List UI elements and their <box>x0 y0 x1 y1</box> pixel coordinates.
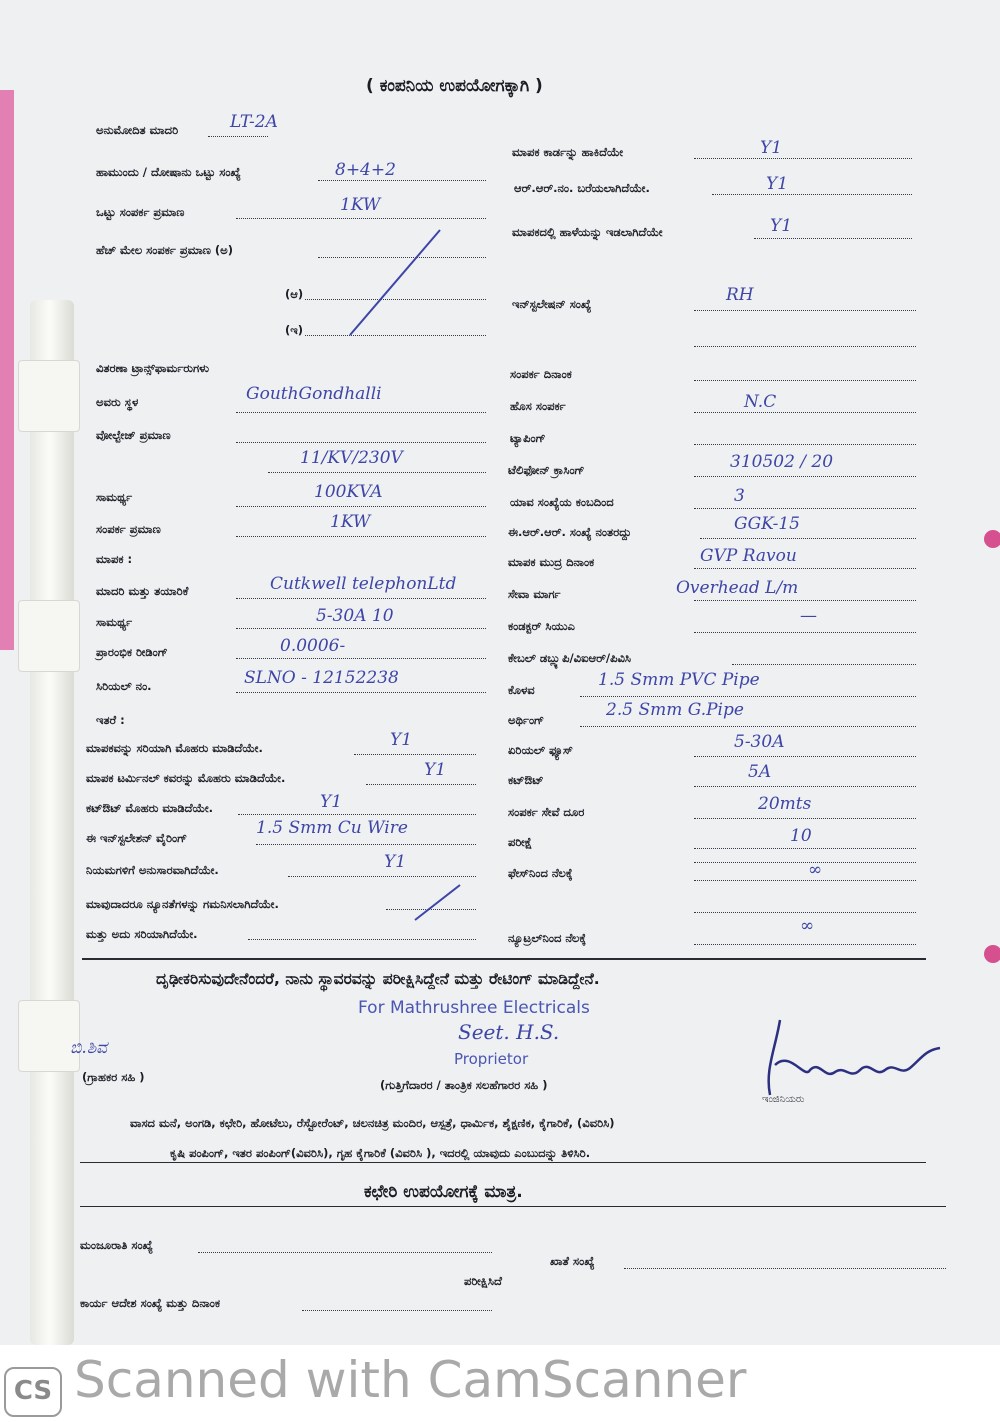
left-label: ಅವರು ಸ್ಥಳ <box>96 395 139 409</box>
right-label: ಕೇಬಲ್ ಡಬ್ಲ್ಯುಪಿ/ವಿಐಆರ್/ಪಿವಿಸಿ <box>508 651 632 665</box>
fill-line <box>624 1268 946 1269</box>
right-label: ಮಾಪಕದಲ್ಲಿ ಹಾಳೆಯನ್ನು ಇಡಲಾಗಿದೆಯೇ <box>512 225 663 239</box>
right-value: Overhead L/m <box>676 578 799 598</box>
left-label: ಮಾದರಿ ಮತ್ತು ತಯಾರಿಕೆ <box>96 584 189 598</box>
fill-line <box>694 508 916 509</box>
punch-hole-icon <box>984 530 1000 548</box>
fill-line <box>694 786 916 787</box>
fill-line <box>366 784 476 785</box>
fill-line <box>694 756 916 757</box>
fill-line <box>694 346 916 347</box>
contractor-signature-label: (ಗುತ್ತಿಗೆದಾರರ / ತಾಂತ್ರಿಕ ಸಲಹೆಗಾರರ ಸಹಿ ) <box>380 1078 548 1092</box>
fill-line <box>580 696 916 697</box>
left-value: 1KW <box>340 195 381 215</box>
left-label: ಮಾಪಕವನ್ನು ಸರಿಯಾಗಿ ಮೊಹರು ಮಾಡಿದೆಯೇ. <box>86 741 263 755</box>
office-field-label: ಮಂಜೂರಾತಿ ಸಂಖ್ಯೆ <box>80 1238 153 1252</box>
right-label: ಟೆಲಿಫೋನ್ ಕ್ರಾಸಿಂಗ್ <box>508 463 585 477</box>
left-label: (ಇ) <box>285 323 303 337</box>
fill-line <box>236 536 486 537</box>
fill-line <box>694 632 916 633</box>
left-label: ಮಾವುದಾದರೂ ನ್ಯೂನತೆಗಳನ್ನು ಗಮನಿಸಲಾಗಿದೆಯೇ. <box>86 897 279 911</box>
camscanner-watermark <box>0 1345 1000 1422</box>
fill-line <box>754 238 912 239</box>
office-use-heading: ಕಛೇರಿ ಉಪಯೋಗಕ್ಕೆ ಮಾತ್ರ. <box>364 1182 523 1202</box>
right-value: GGK-15 <box>734 514 800 534</box>
right-value: 3 <box>734 486 745 506</box>
fill-line <box>238 814 476 815</box>
left-value: 100KVA <box>314 482 383 502</box>
left-label: (ಆ) <box>285 287 304 301</box>
purpose-line: ವಾಸದ ಮನೆ, ಅಂಗಡಿ, ಕಛೇರಿ, ಹೋಟೆಲು, ರೆಸ್ಟೋರೆಂಟ್, ಚಲನಚಿತ್ರ ಮಂದಿರ, ಆಸ್ಪತ್ರೆ, ಧಾರ್ಮಿಕ, ಶೈಕ್ಷಣಿಕ, ಕೈಗಾರಿಕೆ, (ವಿವರಿಸಿ) <box>130 1116 615 1130</box>
left-value: 5-30A 10 <box>316 606 394 626</box>
right-label: ಹೊಸ ಸಂಪರ್ಕ <box>510 399 566 413</box>
punch-hole-icon <box>984 945 1000 963</box>
right-label: ಈ.ಆರ್.ಆರ್. ಸಂಖ್ಯೆ ನಂತರದ್ದು <box>508 525 632 539</box>
left-value: Y1 <box>390 730 413 750</box>
fill-line <box>694 818 916 819</box>
strike-through-mark <box>330 225 450 345</box>
right-value: 5A <box>748 762 772 782</box>
fill-line <box>268 472 486 473</box>
left-label: ಹೆಚ್ ಮೇಲ ಸಂಪರ್ಕ ಪ್ರಮಾಣ (ಅ) <box>96 243 234 257</box>
fill-line <box>236 598 486 599</box>
fill-line <box>208 136 268 137</box>
left-label: ಕಟ್‌ಔಟ್ ಮೊಹರು ಮಾಡಿದೆಯೇ. <box>86 801 214 815</box>
left-label: ವೋಲ್ಟೇಜ್ ಪ್ರಮಾಣ <box>96 428 171 442</box>
right-label: ಸೇವಾ ಮಾರ್ಗ <box>508 587 561 601</box>
fill-line <box>732 664 916 665</box>
left-value: 1KW <box>330 512 371 532</box>
declaration-text: ದೃಢೀಕರಿಸುವುದೇನೆಂದರೆ, ನಾನು ಸ್ಥಾವರವನ್ನು ಪರೀಕ್ಷಿಸಿದ್ದೇನೆ ಮತ್ತು ರೇಟಿಂಗ್ ಮಾಡಿದ್ದೇನೆ. <box>156 970 600 988</box>
customer-signature-label: (ಗ್ರಾಹಕರ ಸಹಿ ) <box>82 1070 145 1084</box>
right-label: ಕೊಳವ <box>508 683 535 697</box>
stamp-role: Proprietor <box>454 1050 529 1068</box>
fill-line <box>694 380 916 381</box>
file-binder-strip <box>30 300 74 1345</box>
right-label: ಮಾಪಕ ಮುದ್ರ ದಿನಾಂಕ <box>508 555 595 569</box>
fill-line <box>318 180 486 181</box>
left-label: ಮಾಪಕ ಟರ್ಮಿನಲ್ ಕವರನ್ನು ಮೊಹರು ಮಾಡಿದೆಯೇ. <box>86 771 286 785</box>
left-value: Y1 <box>424 760 447 780</box>
fill-line <box>236 506 486 507</box>
left-label: ಈ ಇನ್‌ಸ್ಟಲೇಶನ್ ವೈರಿಂಗ್ <box>86 831 188 845</box>
fill-line <box>302 1310 492 1311</box>
customer-signature: ಬಿ.ಶಿವ <box>70 1038 108 1058</box>
fill-line <box>256 844 476 845</box>
right-label: ಅರ್ಥಿಂಗ್ <box>508 713 545 727</box>
right-value: Y1 <box>766 174 789 194</box>
camscanner-logo-icon: CS <box>4 1367 62 1417</box>
left-label: ಮಾಪಕ : <box>96 552 133 566</box>
right-value: GVP Ravou <box>700 546 797 566</box>
right-label: ಕಂಡಕ್ಟರ್ ಸಿಯುಎ <box>508 619 575 633</box>
right-value: Y1 <box>760 138 783 158</box>
left-label: ಸಿರಿಯಲ್ ನಂ. <box>96 679 152 693</box>
watermark-text: Scanned with CamScanner <box>74 1351 747 1409</box>
right-value: — <box>800 606 817 626</box>
right-label: ಆರ್.ಆರ್.ನಂ. ಬರೆಯಲಾಗಿದೆಯೇ. <box>514 181 650 195</box>
left-label: ಅನುಮೋದಿತ ಮಾದರಿ <box>96 123 179 137</box>
fill-line <box>288 876 476 877</box>
strike-through-mark <box>400 880 470 930</box>
office-field-label: ಕಾರ್ಯ ಆದೇಶ ಸಂಖ್ಯೆ ಮತ್ತು ದಿನಾಂಕ <box>80 1296 221 1310</box>
left-label: ನಿಯಮಗಳಿಗೆ ಅನುಸಾರವಾಗಿದೆಯೇ. <box>86 863 219 877</box>
fill-line <box>700 538 916 539</box>
left-value: 1.5 Smm Cu Wire <box>256 818 408 838</box>
fill-line <box>236 218 486 219</box>
right-label: ಕಟ್‌ಔಟ್ <box>508 773 544 787</box>
right-label: ಸಂಪರ್ಕ ದಿನಾಂಕ <box>510 367 572 381</box>
fill-line <box>248 939 476 940</box>
right-label: ಫೇಸ್‌ನಿಂದ ನೆಲಕ್ಕೆ <box>508 866 573 880</box>
right-value: 5-30A <box>734 732 785 752</box>
left-value: SLNO - 12152238 <box>244 668 399 688</box>
right-label: ಯಾವ ಸಂಖ್ಯೆಯ ಕಂಬದಿಂದ <box>510 495 614 509</box>
fill-line <box>198 1252 492 1253</box>
right-label: ಏರಿಯಲ್ ಫ್ಯೂಸ್ <box>508 743 573 757</box>
fill-line <box>694 848 916 849</box>
stamp-signature: Seet. H.S. <box>458 1020 560 1044</box>
section-rule <box>80 1162 926 1163</box>
fill-line <box>354 754 476 755</box>
left-value: LT-2A <box>230 112 278 132</box>
right-value: ∞ <box>808 860 823 880</box>
right-label: ಪರೀಕ್ಷೆ <box>508 835 533 849</box>
left-label: ಸಾಮರ್ಥ್ಯ <box>96 615 133 629</box>
officer-signature-label: ಇಂಜಿನಿಯರು <box>762 1094 805 1105</box>
left-label: ಒಟ್ಟು ಸಂಪರ್ಕ ಪ್ರಮಾಣ <box>96 205 185 219</box>
purpose-line: ಕೃಷಿ ಪಂಪಿಂಗ್, ಇತರ ಪಂಪಿಂಗ್(ವಿವರಿಸಿ), ಗೃಹ ಕೈಗಾರಿಕೆ (ವಿವರಿಸಿ ), ಇದರಲ್ಲಿ ಯಾವುದು ಎಂಬುದನ್ನು ತಿಳಿಸಿರಿ. <box>170 1146 591 1160</box>
left-label: ಮತ್ತು ಅದು ಸರಿಯಾಗಿದೆಯೇ. <box>86 927 198 941</box>
fill-line <box>694 944 916 945</box>
right-value: ∞ <box>800 916 815 936</box>
right-value: 2.5 Smm G.Pipe <box>606 700 744 720</box>
right-label: ಟ್ಯಾಪಿಂಗ್ <box>510 431 546 445</box>
fill-line <box>236 412 486 413</box>
left-label: ಸಂಪರ್ಕ ಪ್ರಮಾಣ <box>96 522 161 536</box>
left-label: ಸಾಮರ್ಥ್ಯ <box>96 490 133 504</box>
left-value: Cutkwell telephonLtd <box>270 574 457 594</box>
left-label: ಹಾಮುಂದು / ದೋಷಾನು ಒಟ್ಟು ಸಂಖ್ಯೆ <box>96 165 241 179</box>
left-value: 11/KV/230V <box>300 448 403 468</box>
left-value: 8+4+2 <box>335 160 396 180</box>
pink-file-edge <box>0 90 14 650</box>
left-label: ಇತರೆ : <box>96 713 125 727</box>
left-value: Y1 <box>320 792 343 812</box>
right-label: ಮಾಪಕ ಕಾರ್ಡನ್ನು ಹಾಕಿದೆಯೇ <box>512 145 624 159</box>
right-value: RH <box>726 285 754 305</box>
right-value: N.C <box>744 392 777 412</box>
fill-line <box>580 726 916 727</box>
fill-line <box>694 412 916 413</box>
fill-line <box>236 658 486 659</box>
right-value: 1.5 Smm PVC Pipe <box>598 670 760 690</box>
office-field-label: ಖಾತೆ ಸಂಖ್ಯೆ <box>550 1254 595 1268</box>
fill-line <box>694 444 916 445</box>
company-stamp: For Mathrushree Electricals <box>358 998 590 1018</box>
fill-line <box>694 310 916 311</box>
section-rule <box>82 958 926 960</box>
right-value: 20mts <box>758 794 812 814</box>
fill-line <box>694 158 912 159</box>
left-label: ವಿತರಣಾ ಟ್ರಾನ್ಸ್‌ಫಾರ್ಮರುಗಳು <box>96 361 210 375</box>
fill-line <box>712 194 912 195</box>
officer-signature-scribble <box>750 1010 950 1105</box>
fill-line <box>694 568 916 569</box>
left-label: ಪ್ರಾರಂಭಿಕ ರೀಡಿಂಗ್ <box>96 645 168 659</box>
fill-line <box>236 692 486 693</box>
fill-line <box>236 442 486 443</box>
fill-line <box>694 880 916 881</box>
binder-clip <box>18 360 80 432</box>
section-rule <box>80 1206 946 1207</box>
fill-line <box>694 476 916 477</box>
right-value: Y1 <box>770 216 793 236</box>
left-value: GouthGondhalli <box>246 384 382 404</box>
form-heading: ( ಕಂಪನಿಯ ಉಪಯೋಗಕ್ಕಾಗಿ ) <box>366 76 543 96</box>
office-field-label: ಪರೀಕ್ಷಿಸಿದೆ <box>464 1274 502 1288</box>
left-value: 0.0006- <box>280 636 346 656</box>
binder-clip <box>18 600 80 672</box>
fill-line <box>694 862 916 863</box>
right-value: 10 <box>790 826 812 846</box>
right-label: ನ್ಯೂಟ್ರಲ್‌ನಿಂದ ನೆಲಕ್ಕೆ <box>508 931 587 945</box>
right-value: 310502 / 20 <box>730 452 834 472</box>
fill-line <box>694 912 916 913</box>
right-label: ಸಂಪರ್ಕ ಸೇವೆ ದೂರ <box>508 805 585 819</box>
right-label: ಇನ್‌ಸ್ಟಲೇಷನ್ ಸಂಖ್ಯೆ <box>512 297 592 311</box>
left-value: Y1 <box>384 852 407 872</box>
fill-line <box>236 628 486 629</box>
fill-line <box>694 600 916 601</box>
binder-clip <box>18 1000 80 1072</box>
